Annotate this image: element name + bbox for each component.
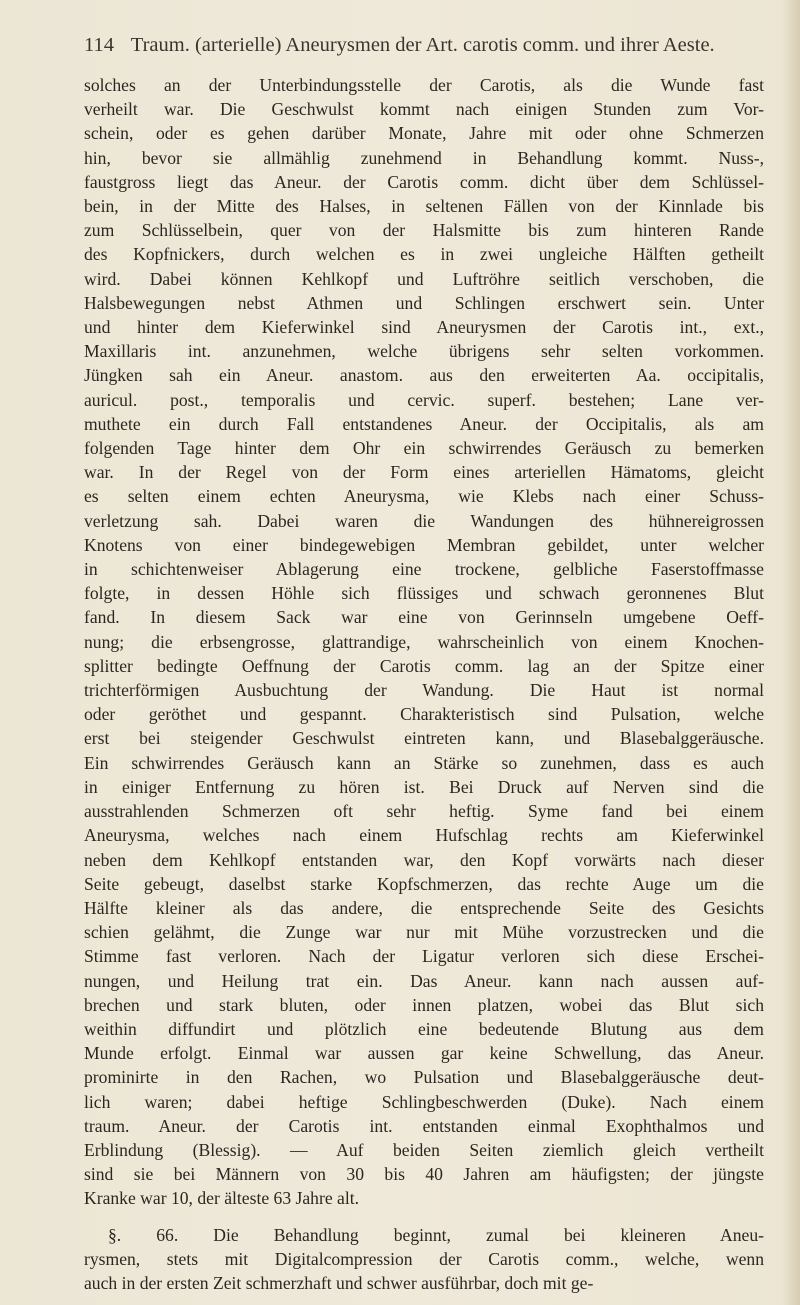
text-line: Aneurysma, welches nach einem Hufschlag rechts am Kieferwinkel — [84, 825, 764, 846]
text-line: nung; die erbsengrosse, glattrandige, wahrscheinlich von einem Knochen- — [84, 631, 764, 652]
text-line: trichterförmigen Ausbuchtung der Wandung. Die Haut ist normal — [84, 680, 764, 701]
paragraph — [84, 1223, 764, 1296]
text-line: Knotens von einer bindegewebigen Membran gebildet, unter welcher — [84, 534, 764, 555]
text-line: Halsbewegungen nebst Athmen und Schlingen erschwert sein. Unter — [84, 292, 764, 313]
text-line: schien gelähmt, die Zunge war nur mit Mühe vorzustrecken und die — [84, 922, 764, 943]
running-title: Traum. (arterielle) Aneurysmen der Art. carotis comm. und ihrer Aeste. — [130, 34, 715, 56]
text-line: und hinter dem Kieferwinkel sind Aneurysmen der Carotis int., ext., — [84, 317, 764, 338]
text-line: erst bei steigender Geschwulst eintreten kann, und Blasebalggeräusche. — [84, 728, 764, 749]
text-line: Seite gebeugt, daselbst starke Kopfschmerzen, das rechte Auge um die — [84, 873, 764, 894]
page-edge-shadow — [782, 0, 800, 1305]
page-number: 114 — [84, 34, 114, 56]
text-line: prominirte in den Rachen, wo Pulsation und Blasebalggeräusche deut- — [84, 1067, 764, 1088]
text-line: des Kopfnickers, durch welchen es in zwei ungleiche Hälften getheilt — [84, 244, 764, 265]
running-header — [84, 34, 724, 57]
text-line: war. In der Regel von der Form eines arteriellen Hämatoms, gleicht — [84, 462, 764, 483]
text-line: Munde erfolgt. Einmal war aussen gar keine Schwellung, das Aneur. — [84, 1043, 764, 1064]
text-line: oder geröthet und gespannt. Charakteristisch sind Pulsation, welche — [84, 704, 764, 725]
text-line: auch in der ersten Zeit schmerzhaft und schwer ausführbar, doch mit ge- — [84, 1272, 594, 1293]
text-line: es selten einem echten Aneurysma, wie Klebs nach einer Schuss- — [84, 486, 764, 507]
text-line: verheilt war. Die Geschwulst kommt nach einigen Stunden zum Vor- — [84, 99, 764, 120]
text-line: wird. Dabei können Kehlkopf und Luftröhre seitlich verschoben, die — [84, 268, 764, 289]
paragraph-gap — [84, 1211, 764, 1223]
text-line: Erblindung (Blessig). — Auf beiden Seiten ziemlich gleich vertheilt — [84, 1139, 764, 1160]
text-line: Stimme fast verloren. Nach der Ligatur verloren sich diese Erschei- — [84, 946, 764, 967]
text-line: §. 66. Die Behandlung beginnt, zumal bei kleineren Aneu- — [108, 1224, 764, 1245]
text-line: zum Schlüsselbein, quer von der Halsmitte bis zum hinteren Rande — [84, 220, 764, 241]
text-line: traum. Aneur. der Carotis int. entstanden einmal Exophthalmos und — [84, 1115, 764, 1136]
text-line: brechen und stark bluten, oder innen platzen, wobei das Blut sich — [84, 994, 764, 1015]
text-line: folgte, in dessen Höhle sich flüssiges und schwach geronnenes Blut — [84, 583, 764, 604]
text-line: folgenden Tage hinter dem Ohr ein schwirrendes Geräusch zu bemerken — [84, 438, 764, 459]
paragraph — [84, 73, 764, 1211]
body-text — [84, 73, 764, 1295]
text-line: Hälfte kleiner als das andere, die entsprechende Seite des Gesichts — [84, 897, 764, 918]
text-line: Kranke war 10, der älteste 63 Jahre alt. — [84, 1188, 360, 1209]
text-line: faustgross liegt das Aneur. der Carotis comm. dicht über dem Schlüssel- — [84, 171, 764, 192]
text-line: ausstrahlenden Schmerzen oft sehr heftig. Syme fand bei einem — [84, 801, 764, 822]
text-line: Ein schwirrendes Geräusch kann an Stärke so zunehmen, dass es auch — [84, 752, 764, 773]
text-line: muthete ein durch Fall entstandenes Aneur. der Occipitalis, als am — [84, 413, 764, 434]
text-line: in einiger Entfernung zu hören ist. Bei Druck auf Nerven sind die — [84, 776, 764, 797]
text-line: auricul. post., temporalis und cervic. superf. bestehen; Lane ver- — [84, 389, 764, 410]
text-line: schein, oder es gehen darüber Monate, Jahre mit oder ohne Schmerzen — [84, 123, 764, 144]
text-line: fand. In diesem Sack war eine von Gerinnseln umgebene Oeff- — [84, 607, 764, 628]
text-line: sind sie bei Männern von 30 bis 40 Jahren am häufigsten; der jüngste — [84, 1164, 764, 1185]
text-line: splitter bedingte Oeffnung der Carotis comm. lag an der Spitze einer — [84, 655, 764, 676]
text-line: Jüngken sah ein Aneur. anastom. aus den erweiterten Aa. occipitalis, — [84, 365, 764, 386]
text-line: weithin diffundirt und plötzlich eine bedeutende Blutung aus dem — [84, 1018, 764, 1039]
text-line: Maxillaris int. anzunehmen, welche übrigens sehr selten vorkommen. — [84, 341, 764, 362]
text-line: verletzung sah. Dabei waren die Wandungen des hühnereigrossen — [84, 510, 764, 531]
text-line: lich waren; dabei heftige Schlingbeschwerden (Duke). Nach einem — [84, 1091, 764, 1112]
text-line: nungen, und Heilung trat ein. Das Aneur. kann nach aussen auf- — [84, 970, 764, 991]
text-line: rysmen, stets mit Digitalcompression der Carotis comm., welche, wenn — [84, 1248, 764, 1269]
text-line: hin, bevor sie allmählig zunehmend in Behandlung kommt. Nuss-, — [84, 147, 764, 168]
text-line: bein, in der Mitte des Halses, in seltenen Fällen von der Kinnlade bis — [84, 196, 764, 217]
text-line: solches an der Unterbindungsstelle der Carotis, als die Wunde fast — [84, 75, 764, 95]
text-line: in schichtenweiser Ablagerung eine trockene, gelbliche Faserstoffmasse — [84, 559, 764, 580]
text-line: neben dem Kehlkopf entstanden war, den Kopf vorwärts nach dieser — [84, 849, 764, 870]
